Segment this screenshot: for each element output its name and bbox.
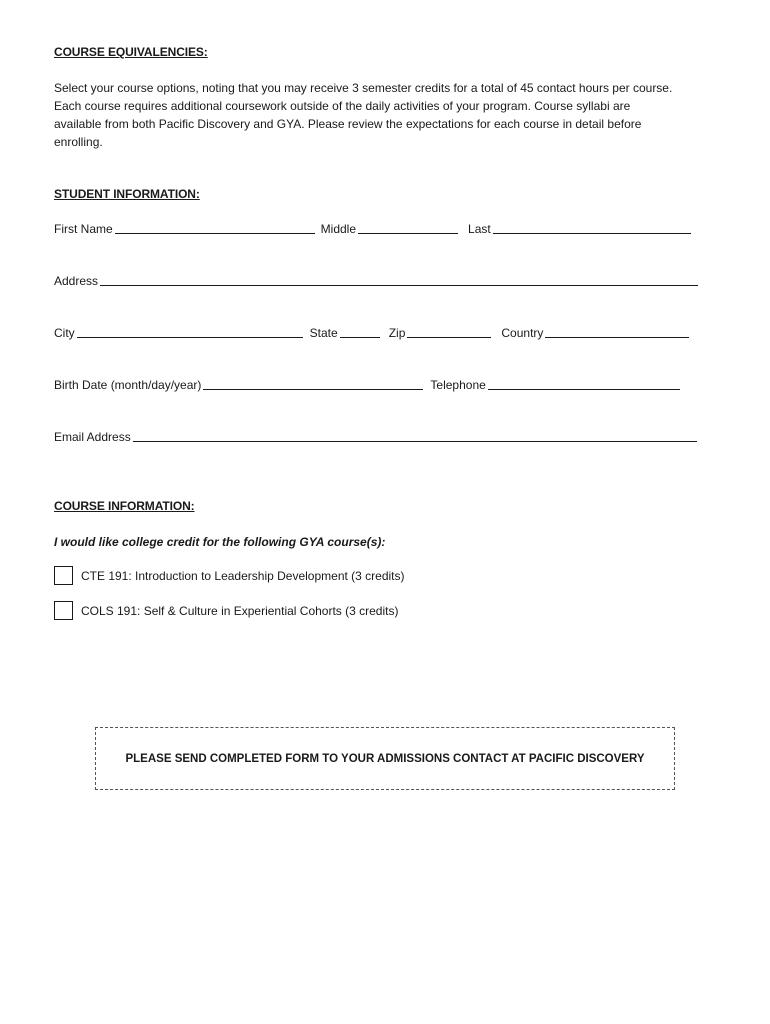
email-row	[54, 430, 697, 444]
birth-date-row	[54, 378, 680, 392]
country-field[interactable]	[545, 336, 689, 338]
paragraph-line: available from both Pacific Discovery and GYA. Please review the expectations for each course in detail before	[54, 117, 642, 131]
birth-date-field[interactable]	[203, 388, 423, 390]
state-field[interactable]	[340, 336, 380, 338]
city-field[interactable]	[77, 336, 303, 338]
cte191-checkbox[interactable]	[54, 566, 73, 585]
first-name-label: First Name	[54, 222, 113, 236]
address-field[interactable]	[100, 284, 698, 286]
paragraph-line: Each course requires additional coursework outside of the daily activities of your program. Course syllabi are	[54, 99, 631, 113]
email-label: Email Address	[54, 430, 131, 444]
last-name-label: Last	[468, 222, 491, 236]
last-name-field[interactable]	[493, 232, 691, 234]
first-name-field[interactable]	[115, 232, 315, 234]
address-label: Address	[54, 274, 99, 288]
middle-name-label: Middle	[320, 222, 357, 236]
paragraph-line: enrolling.	[54, 135, 103, 149]
middle-name-field[interactable]	[358, 232, 458, 234]
course-information-heading: COURSE INFORMATION:	[54, 499, 195, 513]
telephone-field[interactable]	[488, 388, 680, 390]
course-option-cte191[interactable]	[54, 566, 405, 585]
zip-label: Zip	[388, 326, 406, 340]
course-option-label: CTE 191: Introduction to Leadership Development (3 credits)	[81, 568, 405, 583]
city-row	[54, 326, 689, 340]
name-row	[54, 222, 691, 236]
state-label: State	[309, 326, 338, 340]
city-label: City	[54, 326, 75, 340]
student-information-heading: STUDENT INFORMATION:	[54, 187, 200, 201]
paragraph-line: Select your course options, noting that you may receive 3 semester credits for a total of 45 contact hours per course.	[54, 81, 673, 95]
country-label: Country	[501, 326, 544, 340]
telephone-label: Telephone	[430, 378, 486, 392]
address-row	[54, 274, 698, 288]
course-equivalencies-paragraph	[54, 79, 724, 151]
submission-notice-box	[95, 727, 675, 790]
course-credit-prompt: I would like college credit for the following GYA course(s):	[54, 535, 386, 549]
course-option-cols191[interactable]	[54, 601, 398, 620]
birth-date-label: Birth Date (month/day/year)	[54, 378, 202, 392]
cols191-checkbox[interactable]	[54, 601, 73, 620]
course-option-label: COLS 191: Self & Culture in Experiential Cohorts (3 credits)	[81, 603, 399, 618]
submission-notice-text: PLEASE SEND COMPLETED FORM TO YOUR ADMISSIONS CONTACT AT PACIFIC DISCOVERY	[125, 752, 645, 765]
course-equivalencies-heading: COURSE EQUIVALENCIES:	[54, 45, 208, 59]
zip-field[interactable]	[407, 336, 491, 338]
email-field[interactable]	[133, 440, 697, 442]
